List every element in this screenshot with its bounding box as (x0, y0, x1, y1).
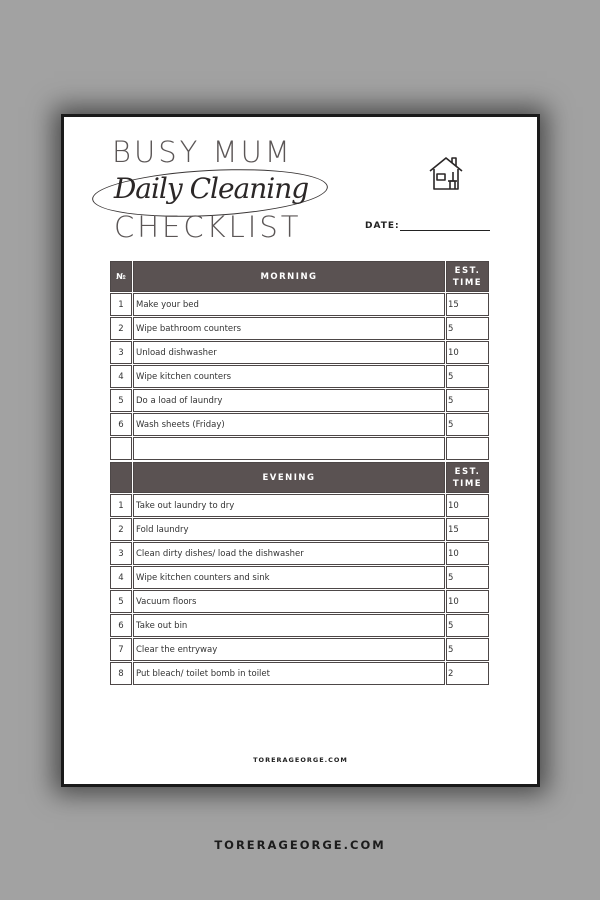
task-number: 3 (110, 542, 132, 565)
task-est-time: 5 (446, 317, 489, 340)
task-est-time: 10 (446, 494, 489, 517)
task-row (110, 437, 491, 460)
task-name: Clean dirty dishes/ load the dishwasher (133, 542, 445, 565)
task-row (110, 590, 491, 613)
task-est-time: 15 (446, 518, 489, 541)
task-row (110, 638, 491, 661)
task-name: Wipe bathroom counters (133, 317, 445, 340)
task-est-time: 5 (446, 389, 489, 412)
task-number: 6 (110, 413, 132, 436)
header-est-time (446, 462, 489, 493)
checklist-table (110, 261, 491, 686)
task-row (110, 542, 491, 565)
task-est-time: 2 (446, 662, 489, 685)
task-row (110, 518, 491, 541)
task-number: 8 (110, 662, 132, 685)
task-est-time: 5 (446, 638, 489, 661)
task-row (110, 365, 491, 388)
header-est-time (446, 261, 489, 292)
morning-header-row (110, 261, 491, 292)
evening-header-row (110, 462, 491, 493)
task-number: 4 (110, 365, 132, 388)
task-number (110, 437, 132, 460)
task-number: 4 (110, 566, 132, 589)
task-number: 6 (110, 614, 132, 637)
task-number: 1 (110, 293, 132, 316)
morning-task-list (110, 293, 491, 460)
task-number: 5 (110, 389, 132, 412)
task-name: Take out laundry to dry (133, 494, 445, 517)
task-est-time: 10 (446, 590, 489, 613)
task-name: Wipe kitchen counters (133, 365, 445, 388)
task-row (110, 662, 491, 685)
header-number-blank (110, 462, 132, 493)
task-name (133, 437, 445, 460)
title-daily-cleaning: Daily Cleaning (113, 172, 309, 205)
task-name: Put bleach/ toilet bomb in toilet (133, 662, 445, 685)
task-row (110, 413, 491, 436)
task-name: Clear the entryway (133, 638, 445, 661)
header-number: № (110, 261, 132, 292)
task-row (110, 341, 491, 364)
task-name: Wipe kitchen counters and sink (133, 566, 445, 589)
title-checklist: CHECKLIST (114, 210, 302, 244)
task-name: Do a load of laundry (133, 389, 445, 412)
task-est-time: 10 (446, 542, 489, 565)
task-row (110, 494, 491, 517)
task-est-time: 5 (446, 614, 489, 637)
task-name: Take out bin (133, 614, 445, 637)
task-est-time: 5 (446, 413, 489, 436)
task-name: Fold laundry (133, 518, 445, 541)
header-est-time-label: EST. TIME (452, 265, 483, 288)
task-row (110, 389, 491, 412)
task-est-time: 15 (446, 293, 489, 316)
date-field[interactable] (400, 230, 490, 231)
task-row (110, 614, 491, 637)
task-name: Make your bed (133, 293, 445, 316)
checklist-sheet (64, 117, 537, 784)
task-est-time: 5 (446, 365, 489, 388)
sheet-footer-url: TORERAGEORGE.COM (253, 756, 348, 764)
task-number: 5 (110, 590, 132, 613)
task-est-time: 10 (446, 341, 489, 364)
house-cleaning-icon (427, 154, 465, 192)
task-row (110, 317, 491, 340)
header-evening: EVENING (133, 462, 445, 493)
header-est-time-label: EST. TIME (452, 466, 483, 489)
task-name: Unload dishwasher (133, 341, 445, 364)
date-label: DATE: (365, 221, 400, 231)
task-number: 3 (110, 341, 132, 364)
task-number: 2 (110, 317, 132, 340)
task-number: 1 (110, 494, 132, 517)
task-name: Wash sheets (Friday) (133, 413, 445, 436)
task-row (110, 566, 491, 589)
task-number: 7 (110, 638, 132, 661)
task-est-time (446, 437, 489, 460)
task-est-time: 5 (446, 566, 489, 589)
task-row (110, 293, 491, 316)
page-footer-url: TORERAGEORGE.COM (214, 838, 386, 852)
task-number: 2 (110, 518, 132, 541)
title-busy-mum: BUSY MUM (112, 135, 293, 169)
evening-task-list (110, 494, 491, 685)
task-name: Vacuum floors (133, 590, 445, 613)
header-morning: MORNING (133, 261, 445, 292)
